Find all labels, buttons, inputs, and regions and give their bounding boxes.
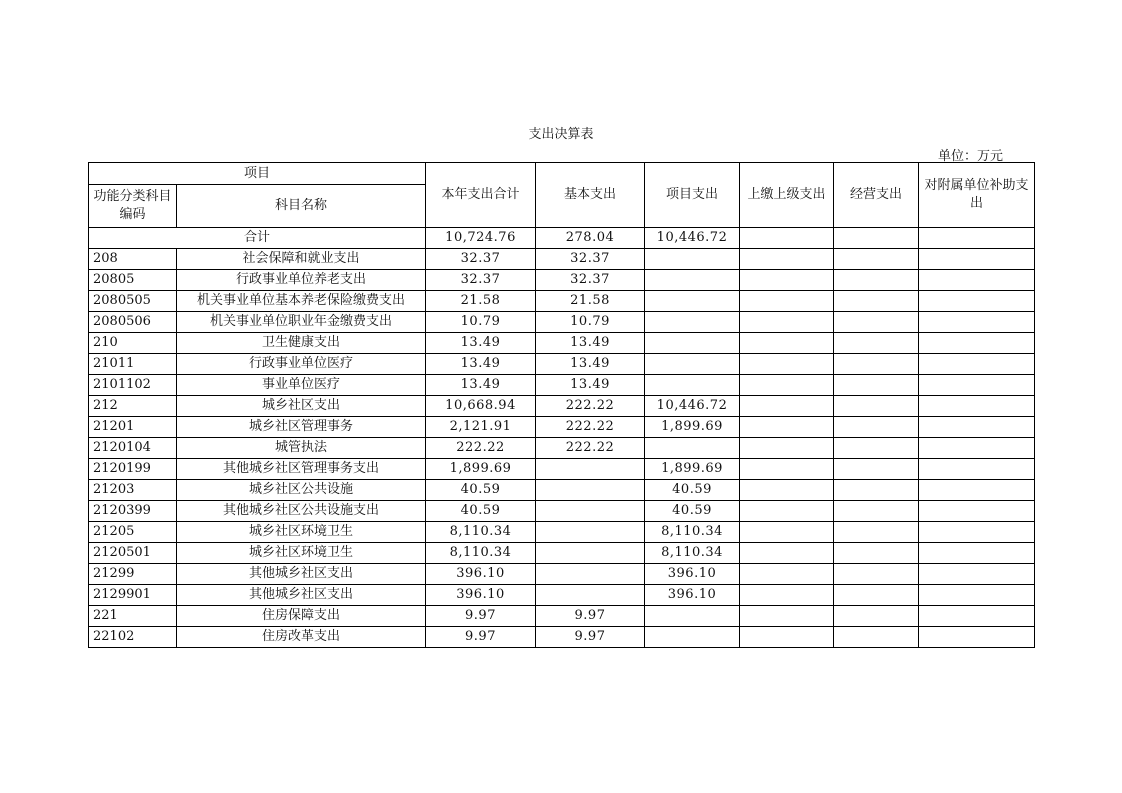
row-basic [536,480,645,501]
table-row [89,249,1035,270]
row-code: 212 [89,396,177,417]
row-upper [740,606,834,627]
row-total: 32.37 [426,270,536,291]
row-upper [740,627,834,648]
row-upper [740,417,834,438]
row-business [834,354,919,375]
row-subsidy [919,312,1035,333]
row-subsidy [919,354,1035,375]
row-business [834,501,919,522]
row-code: 21205 [89,522,177,543]
row-business [834,375,919,396]
table-row [89,564,1035,585]
row-project: 40.59 [645,501,740,522]
row-project [645,249,740,270]
row-project: 1,899.69 [645,417,740,438]
unit-label: 单位：万元 [937,149,1003,164]
row-upper [740,501,834,522]
row-basic: 222.22 [536,396,645,417]
total-label: 合计 [89,228,426,249]
row-name: 城乡社区环境卫生 [177,522,426,543]
row-total: 40.59 [426,480,536,501]
row-business [834,291,919,312]
header-row [89,163,1035,185]
row-code: 2120399 [89,501,177,522]
row-name: 城乡社区公共设施 [177,480,426,501]
row-name: 城乡社区环境卫生 [177,543,426,564]
row-project: 8,110.34 [645,543,740,564]
row-name: 住房保障支出 [177,606,426,627]
row-total: 9.97 [426,627,536,648]
row-project [645,333,740,354]
table-row [89,396,1035,417]
total-row [89,228,1035,249]
table-row [89,312,1035,333]
row-upper [740,354,834,375]
table-row [89,522,1035,543]
row-subsidy [919,564,1035,585]
row-business [834,585,919,606]
row-code: 21299 [89,564,177,585]
row-basic: 21.58 [536,291,645,312]
row-total: 396.10 [426,564,536,585]
row-subsidy [919,606,1035,627]
row-code: 2080505 [89,291,177,312]
table-row [89,417,1035,438]
row-upper [740,375,834,396]
row-business [834,564,919,585]
row-project: 10,446.72 [645,396,740,417]
row-basic [536,459,645,480]
row-project [645,354,740,375]
header-code: 功能分类科目编码 [89,185,177,228]
total-upper [740,228,834,249]
row-basic: 13.49 [536,333,645,354]
row-name: 行政事业单位医疗 [177,354,426,375]
row-name: 其他城乡社区支出 [177,585,426,606]
total-subsidy [919,228,1035,249]
row-project: 396.10 [645,585,740,606]
total-business [834,228,919,249]
row-upper [740,585,834,606]
row-business [834,249,919,270]
header-project: 项目支出 [645,163,740,228]
row-code: 21201 [89,417,177,438]
table-title: 支出决算表 [528,127,594,142]
row-code: 2120501 [89,543,177,564]
row-total: 222.22 [426,438,536,459]
row-project: 1,899.69 [645,459,740,480]
row-total: 21.58 [426,291,536,312]
row-total: 8,110.34 [426,543,536,564]
total-total: 10,724.76 [426,228,536,249]
row-code: 2120104 [89,438,177,459]
row-basic: 9.97 [536,627,645,648]
table-row [89,543,1035,564]
table-row [89,438,1035,459]
row-business [834,333,919,354]
row-subsidy [919,480,1035,501]
row-business [834,543,919,564]
header-item: 项目 [89,163,426,185]
row-name: 卫生健康支出 [177,333,426,354]
row-upper [740,522,834,543]
row-name: 社会保障和就业支出 [177,249,426,270]
row-upper [740,459,834,480]
row-total: 40.59 [426,501,536,522]
row-project: 40.59 [645,480,740,501]
row-subsidy [919,333,1035,354]
row-basic: 222.22 [536,417,645,438]
row-basic [536,501,645,522]
row-basic: 9.97 [536,606,645,627]
row-code: 2080506 [89,312,177,333]
row-upper [740,480,834,501]
row-project: 8,110.34 [645,522,740,543]
row-project [645,312,740,333]
row-total: 10.79 [426,312,536,333]
row-upper [740,249,834,270]
row-total: 1,899.69 [426,459,536,480]
table-row [89,270,1035,291]
row-name: 其他城乡社区支出 [177,564,426,585]
row-total: 32.37 [426,249,536,270]
row-subsidy [919,585,1035,606]
row-subsidy [919,396,1035,417]
row-name: 其他城乡社区管理事务支出 [177,459,426,480]
row-business [834,312,919,333]
row-project: 396.10 [645,564,740,585]
row-basic: 13.49 [536,375,645,396]
row-business [834,396,919,417]
row-total: 13.49 [426,333,536,354]
table-row [89,480,1035,501]
total-project: 10,446.72 [645,228,740,249]
table-row [89,459,1035,480]
row-name: 其他城乡社区公共设施支出 [177,501,426,522]
row-name: 住房改革支出 [177,627,426,648]
row-basic [536,543,645,564]
row-subsidy [919,438,1035,459]
row-name: 城管执法 [177,438,426,459]
row-code: 2120199 [89,459,177,480]
row-total: 13.49 [426,354,536,375]
row-total: 13.49 [426,375,536,396]
row-code: 21203 [89,480,177,501]
row-subsidy [919,291,1035,312]
row-name: 城乡社区支出 [177,396,426,417]
row-subsidy [919,522,1035,543]
row-code: 21011 [89,354,177,375]
row-total: 9.97 [426,606,536,627]
row-subsidy [919,249,1035,270]
row-subsidy [919,270,1035,291]
row-code: 22102 [89,627,177,648]
row-code: 210 [89,333,177,354]
row-basic [536,585,645,606]
header-business: 经营支出 [834,163,919,228]
row-business [834,270,919,291]
table-row [89,501,1035,522]
row-basic [536,522,645,543]
table-row [89,354,1035,375]
header-subsidy: 对附属单位补助支出 [919,163,1035,228]
row-name: 行政事业单位养老支出 [177,270,426,291]
row-upper [740,438,834,459]
row-upper [740,312,834,333]
row-code: 208 [89,249,177,270]
row-basic: 32.37 [536,249,645,270]
header-basic: 基本支出 [536,163,645,228]
row-total: 2,121.91 [426,417,536,438]
row-business [834,522,919,543]
row-project [645,627,740,648]
row-subsidy [919,459,1035,480]
row-total: 8,110.34 [426,522,536,543]
row-basic: 13.49 [536,354,645,375]
row-upper [740,333,834,354]
row-project [645,606,740,627]
row-business [834,438,919,459]
row-basic: 32.37 [536,270,645,291]
row-upper [740,564,834,585]
row-project [645,291,740,312]
row-business [834,480,919,501]
row-basic [536,564,645,585]
row-subsidy [919,417,1035,438]
row-business [834,417,919,438]
row-code: 2129901 [89,585,177,606]
row-subsidy [919,627,1035,648]
row-code: 221 [89,606,177,627]
row-subsidy [919,543,1035,564]
row-name: 机关事业单位职业年金缴费支出 [177,312,426,333]
row-name: 城乡社区管理事务 [177,417,426,438]
row-code: 2101102 [89,375,177,396]
table-row [89,627,1035,648]
row-basic: 10.79 [536,312,645,333]
row-basic: 222.22 [536,438,645,459]
header-upper: 上缴上级支出 [740,163,834,228]
row-project [645,438,740,459]
row-project [645,375,740,396]
row-business [834,627,919,648]
expenditure-table [88,162,1035,648]
row-subsidy [919,501,1035,522]
row-total: 10,668.94 [426,396,536,417]
row-project [645,270,740,291]
row-code: 20805 [89,270,177,291]
table-row [89,606,1035,627]
row-business [834,459,919,480]
row-business [834,606,919,627]
row-upper [740,291,834,312]
total-basic: 278.04 [536,228,645,249]
table-row [89,375,1035,396]
row-name: 机关事业单位基本养老保险缴费支出 [177,291,426,312]
row-subsidy [919,375,1035,396]
row-upper [740,396,834,417]
row-upper [740,270,834,291]
table-row [89,291,1035,312]
header-name: 科目名称 [177,185,426,228]
row-name: 事业单位医疗 [177,375,426,396]
row-upper [740,543,834,564]
table-row [89,585,1035,606]
row-total: 396.10 [426,585,536,606]
table-row [89,333,1035,354]
header-total: 本年支出合计 [426,163,536,228]
